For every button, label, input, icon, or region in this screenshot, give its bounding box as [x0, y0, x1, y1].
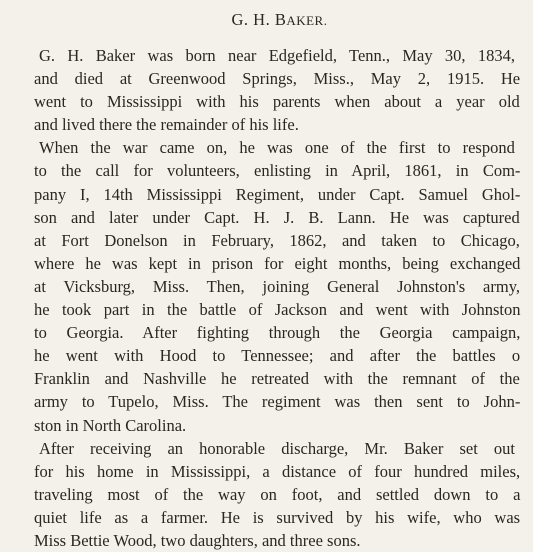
paragraph-line: he went with Hood to Tennessee; and after the battles o	[34, 346, 521, 366]
article-title-initial: G. H. B	[231, 10, 287, 29]
paragraph-3	[29, 437, 520, 552]
paragraph-line: at Vicksburg, Miss. Then, joining General Johnston's army,	[34, 276, 521, 296]
paragraph-line: at Fort Donelson in February, 1862, and taken to Chicago,	[34, 230, 520, 250]
paragraph-line: where he was kept in prison for eight months, being exchanged	[34, 253, 521, 273]
paragraph-line: for his home in Mississippi, a distance of four hundred miles,	[34, 461, 521, 481]
paragraph-1	[29, 44, 520, 136]
paragraph-2	[29, 136, 520, 436]
paragraph-line: Miss Bettie Wood, two daughters, and three sons.	[34, 530, 361, 550]
paragraph-line: to Georgia. After fighting through the Georgia campaign,	[34, 323, 521, 343]
paragraph-line: quiet life as a farmer. He is survived by his wife, who was	[34, 507, 521, 527]
paragraph-line: G. H. Baker was born near Edgefield, Tenn., May 30, 1834,	[39, 46, 515, 65]
paragraph-line: he took part in the battle of Jackson and went with Johnston	[34, 300, 521, 320]
paragraph-line: traveling most of the way on foot, and settled down to a	[34, 484, 521, 504]
paragraph-line: son and later under Capt. H. J. B. Lann. He was captured	[34, 207, 520, 227]
paragraph-line: Franklin and Nashville he retreated with the remnant of the	[34, 369, 520, 389]
paragraph-line: When the war came on, he was one of the first to respond	[39, 138, 515, 158]
paragraph-line: went to Mississippi with his parents when about a year old	[34, 92, 520, 112]
paragraph-line: army to Tupelo, Miss. The regiment was then sent to John-	[34, 392, 521, 412]
article-title-rest: AKER.	[286, 13, 328, 28]
paragraph-line: and lived there the remainder of his life.	[34, 115, 299, 135]
paragraph-line: pany I, 14th Mississippi Regiment, under Capt. Samuel Ghol-	[34, 184, 521, 204]
paragraph-line: ston in North Carolina.	[34, 415, 187, 435]
paragraph-line: to the call for volunteers, enlisting in April, 1861, in Com-	[34, 161, 521, 181]
paragraph-line: and died at Greenwood Springs, Miss., May 2, 1915. He	[34, 69, 521, 89]
article-title	[29, 10, 520, 31]
paragraph-line: After receiving an honorable discharge, Mr. Baker set out	[39, 438, 515, 458]
